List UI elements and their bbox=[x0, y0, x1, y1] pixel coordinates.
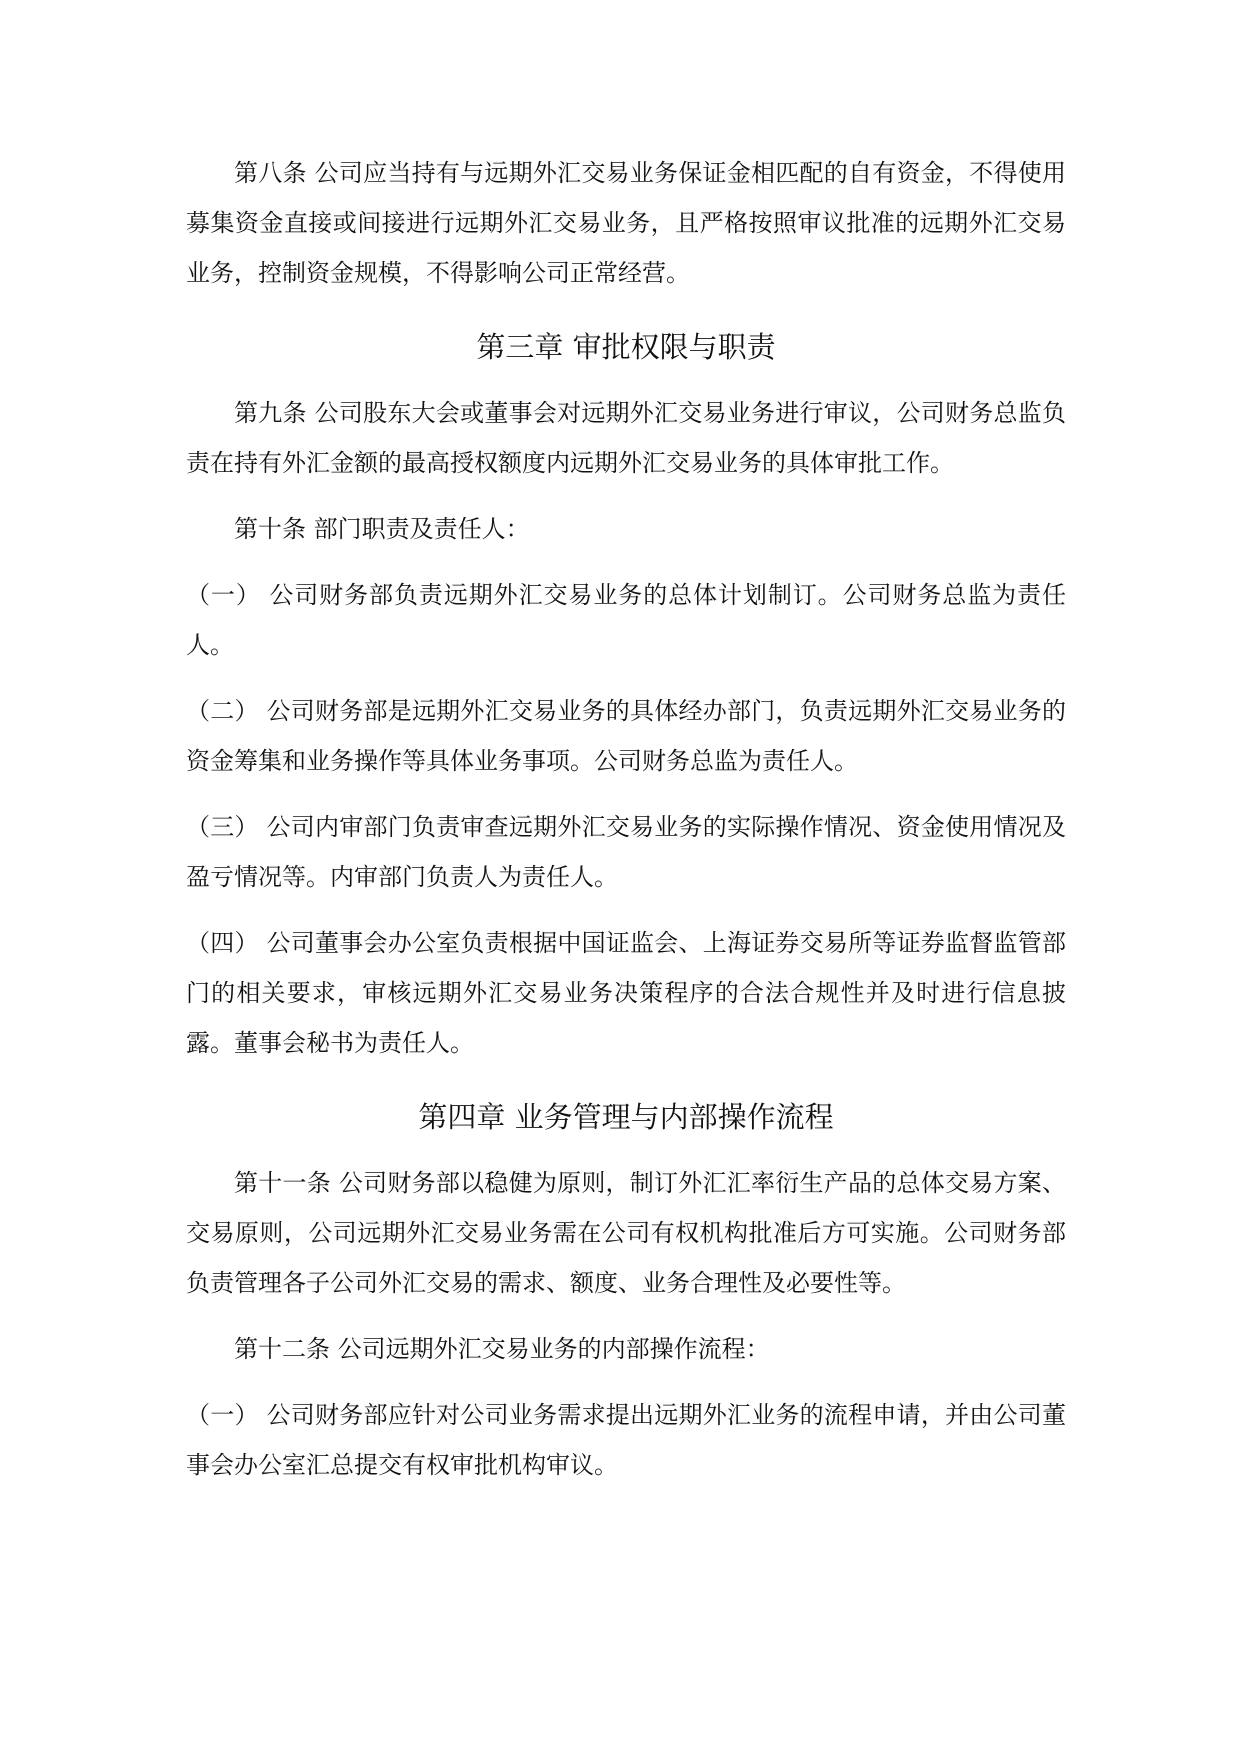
article-8: 第八条 公司应当持有与远期外汇交易业务保证金相匹配的自有资金，不得使用募集资金直接或间接进行远期外汇交易业务，且严格按照审议批准的远期外汇交易业务，控制资金规模，不得影响公司正常经营。 bbox=[186, 159, 1066, 287]
article-12-item-1: （一） 公司财务部应针对公司业务需求提出远期外汇业务的流程申请，并由公司董事会办公室汇总提交有权审批机构审议。 bbox=[186, 1401, 1066, 1479]
document-body bbox=[186, 148, 1066, 1490]
article-10-item-1: （一） 公司财务部负责远期外汇交易业务的总体计划制订。公司财务总监为责任人。 bbox=[186, 581, 1066, 659]
article-10-item-3: （三） 公司内审部门负责审查远期外汇交易业务的实际操作情况、资金使用情况及盈亏情况等。内审部门负责人为责任人。 bbox=[186, 813, 1066, 891]
chapter-3-heading: 第三章 审批权限与职责 bbox=[476, 330, 776, 364]
article-10-item-2: （二） 公司财务部是远期外汇交易业务的具体经办部门，负责远期外汇交易业务的资金筹集和业务操作等具体业务事项。公司财务总监为责任人。 bbox=[186, 697, 1066, 775]
article-12: 第十二条 公司远期外汇交易业务的内部操作流程： bbox=[234, 1335, 770, 1363]
article-9: 第九条 公司股东大会或董事会对远期外汇交易业务进行审议，公司财务总监负责在持有外汇金额的最高授权额度内远期外汇交易业务的具体审批工作。 bbox=[186, 399, 1066, 477]
article-10: 第十条 部门职责及责任人： bbox=[234, 515, 530, 543]
chapter-4-heading: 第四章 业务管理与内部操作流程 bbox=[418, 1100, 834, 1134]
article-11: 第十一条 公司财务部以稳健为原则，制订外汇汇率衍生产品的总体交易方案、交易原则，公司远期外汇交易业务需在公司有权机构批准后方可实施。公司财务部负责管理各子公司外汇交易的需求、额度、业务合理性及必要性等。 bbox=[186, 1169, 1066, 1297]
article-10-item-4: （四） 公司董事会办公室负责根据中国证监会、上海证券交易所等证券监督监管部门的相关要求，审核远期外汇交易业务决策程序的合法合规性并及时进行信息披露。董事会秘书为责任人。 bbox=[186, 929, 1066, 1057]
